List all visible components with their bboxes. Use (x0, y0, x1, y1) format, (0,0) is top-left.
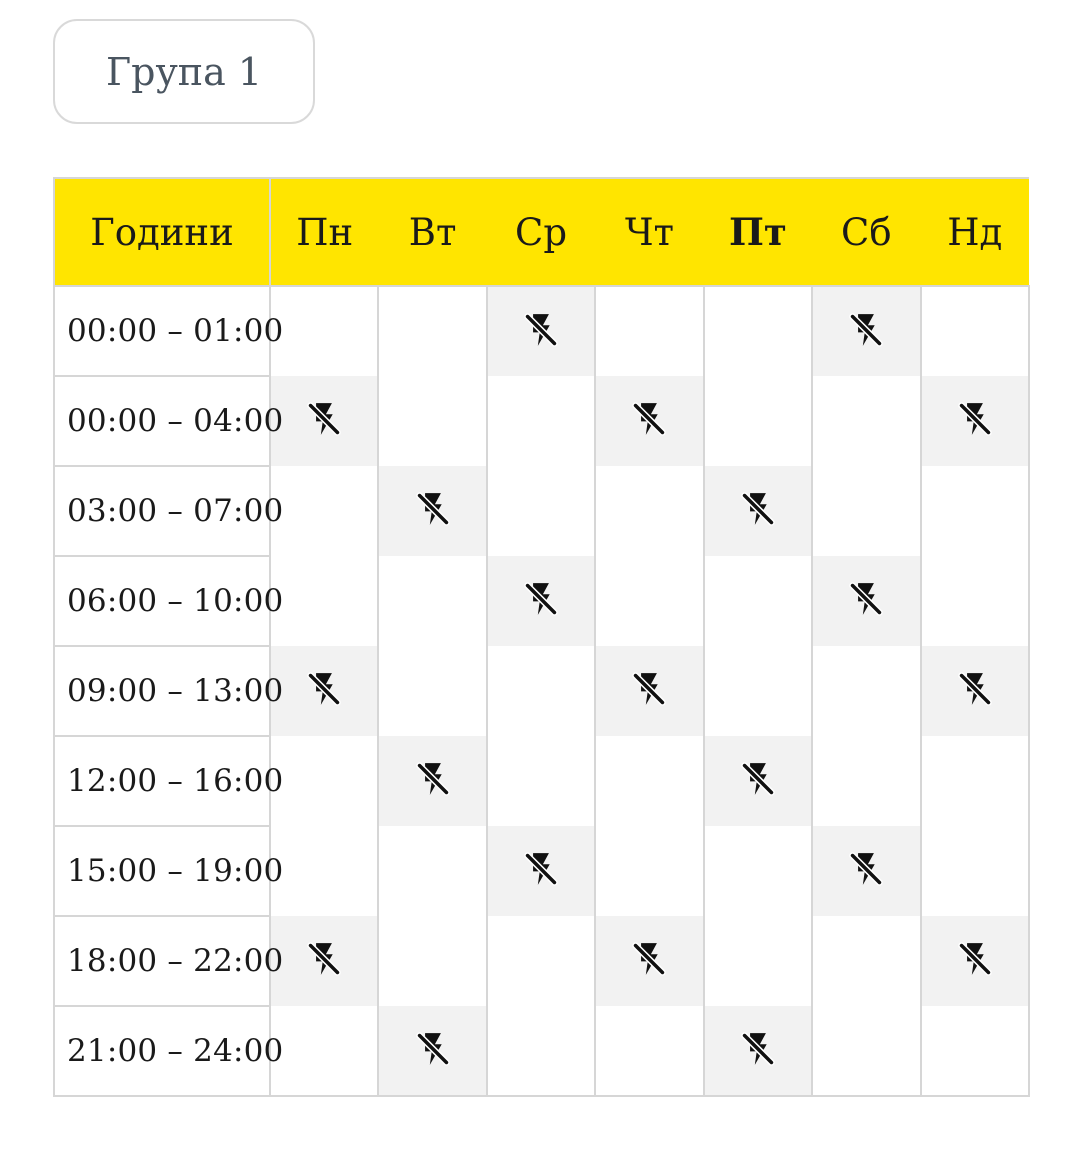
empty-cell-mon (270, 826, 378, 916)
empty-cell-mon (270, 556, 378, 646)
empty-cell-thu (595, 286, 703, 376)
empty-cell-wed (487, 466, 595, 556)
flash-off-icon (956, 669, 994, 709)
flash-off-icon (522, 310, 560, 350)
outage-cell-mon (270, 376, 378, 466)
outage-cell-mon (270, 646, 378, 736)
hours-cell: 12:00 – 16:00 (54, 736, 270, 826)
table-row (54, 646, 1029, 736)
empty-cell-wed (487, 736, 595, 826)
table-row (54, 916, 1029, 1006)
empty-cell-fri (704, 286, 812, 376)
flash-off-icon (739, 759, 777, 799)
table-row (54, 826, 1029, 916)
hours-column-header: Години (54, 178, 270, 286)
outage-cell-thu (595, 646, 703, 736)
outage-cell-mon (270, 916, 378, 1006)
empty-cell-mon (270, 1006, 378, 1096)
outage-cell-thu (595, 916, 703, 1006)
empty-cell-sun (921, 736, 1029, 826)
flash-off-icon (522, 849, 560, 889)
outage-cell-sat (812, 826, 920, 916)
flash-off-icon (414, 759, 452, 799)
empty-cell-thu (595, 466, 703, 556)
flash-off-icon (739, 1029, 777, 1069)
group-1-button[interactable] (53, 19, 315, 124)
hours-cell: 09:00 – 13:00 (54, 646, 270, 736)
hours-cell: 03:00 – 07:00 (54, 466, 270, 556)
empty-cell-fri (704, 646, 812, 736)
empty-cell-tue (378, 556, 486, 646)
empty-cell-tue (378, 916, 486, 1006)
flash-off-icon (305, 669, 343, 709)
empty-cell-sat (812, 376, 920, 466)
empty-cell-fri (704, 916, 812, 1006)
outage-cell-sat (812, 556, 920, 646)
empty-cell-sat (812, 736, 920, 826)
flash-off-icon (522, 579, 560, 619)
day-header-sat: Сб (812, 178, 920, 286)
hours-cell: 15:00 – 19:00 (54, 826, 270, 916)
table-row (54, 1006, 1029, 1096)
flash-off-icon (847, 579, 885, 619)
outage-cell-wed (487, 826, 595, 916)
outage-cell-wed (487, 556, 595, 646)
empty-cell-sun (921, 466, 1029, 556)
empty-cell-wed (487, 646, 595, 736)
day-header-wed: Ср (487, 178, 595, 286)
empty-cell-sat (812, 1006, 920, 1096)
day-header-mon: Пн (270, 178, 378, 286)
table-row (54, 736, 1029, 826)
hours-cell: 18:00 – 22:00 (54, 916, 270, 1006)
empty-cell-fri (704, 826, 812, 916)
outage-cell-sun (921, 916, 1029, 1006)
table-row (54, 286, 1029, 376)
hours-cell: 00:00 – 04:00 (54, 376, 270, 466)
empty-cell-tue (378, 376, 486, 466)
outage-cell-thu (595, 376, 703, 466)
flash-off-icon (305, 939, 343, 979)
outage-cell-sun (921, 376, 1029, 466)
empty-cell-wed (487, 376, 595, 466)
empty-cell-sun (921, 556, 1029, 646)
outage-cell-fri (704, 1006, 812, 1096)
table-row (54, 376, 1029, 466)
empty-cell-tue (378, 646, 486, 736)
flash-off-icon (956, 399, 994, 439)
empty-cell-thu (595, 1006, 703, 1096)
hours-cell: 21:00 – 24:00 (54, 1006, 270, 1096)
flash-off-icon (305, 399, 343, 439)
empty-cell-sun (921, 826, 1029, 916)
flash-off-icon (739, 489, 777, 529)
outage-cell-tue (378, 1006, 486, 1096)
flash-off-icon (847, 849, 885, 889)
flash-off-icon (847, 310, 885, 350)
day-header-sun: Нд (921, 178, 1029, 286)
empty-cell-sun (921, 1006, 1029, 1096)
day-header-fri: Пт (704, 178, 812, 286)
empty-cell-fri (704, 376, 812, 466)
day-header-tue: Вт (378, 178, 486, 286)
flash-off-icon (630, 669, 668, 709)
outage-cell-tue (378, 736, 486, 826)
empty-cell-tue (378, 826, 486, 916)
empty-cell-mon (270, 466, 378, 556)
outage-cell-sat (812, 286, 920, 376)
flash-off-icon (414, 489, 452, 529)
empty-cell-sat (812, 646, 920, 736)
table-row (54, 556, 1029, 646)
empty-cell-thu (595, 826, 703, 916)
empty-cell-fri (704, 556, 812, 646)
empty-cell-sat (812, 466, 920, 556)
schedule-body (54, 286, 1029, 1096)
outage-cell-wed (487, 286, 595, 376)
outage-cell-fri (704, 466, 812, 556)
empty-cell-wed (487, 1006, 595, 1096)
outage-schedule-table (53, 177, 1030, 1097)
empty-cell-thu (595, 736, 703, 826)
empty-cell-sun (921, 286, 1029, 376)
table-header-row (54, 178, 1029, 286)
empty-cell-sat (812, 916, 920, 1006)
flash-off-icon (630, 399, 668, 439)
empty-cell-mon (270, 736, 378, 826)
empty-cell-mon (270, 286, 378, 376)
outage-cell-sun (921, 646, 1029, 736)
flash-off-icon (414, 1029, 452, 1069)
group-button-label: Група 1 (105, 49, 263, 94)
outage-cell-tue (378, 466, 486, 556)
hours-cell: 00:00 – 01:00 (54, 286, 270, 376)
flash-off-icon (956, 939, 994, 979)
outage-cell-fri (704, 736, 812, 826)
empty-cell-thu (595, 556, 703, 646)
day-header-thu: Чт (595, 178, 703, 286)
empty-cell-wed (487, 916, 595, 1006)
flash-off-icon (630, 939, 668, 979)
table-row (54, 466, 1029, 556)
hours-cell: 06:00 – 10:00 (54, 556, 270, 646)
empty-cell-tue (378, 286, 486, 376)
